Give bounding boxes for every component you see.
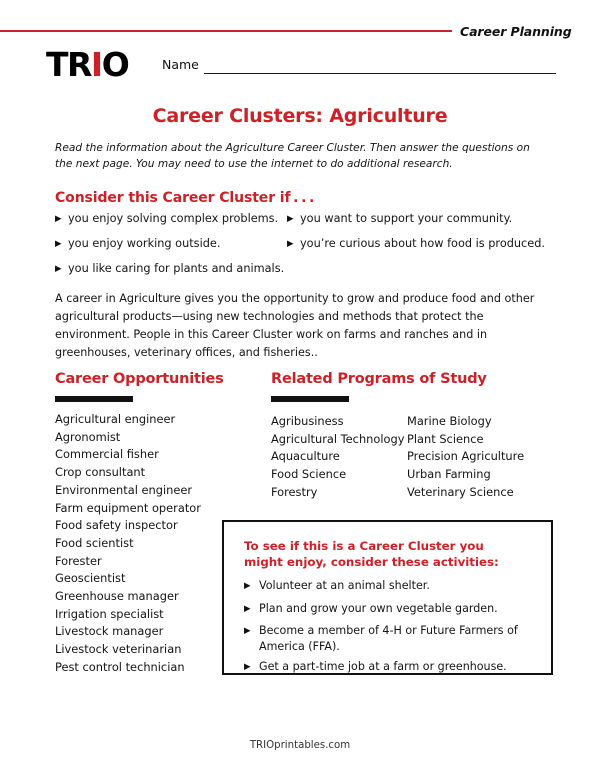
list-item: Crop consultant	[55, 465, 146, 480]
header-tagline: Career Planning	[460, 23, 572, 39]
trio-logo	[46, 45, 129, 84]
triangle-bullet-icon: ▶	[287, 239, 294, 249]
related-programs-left-column	[271, 413, 407, 502]
logo-text-prefix: TR	[46, 45, 91, 84]
list-item-label: Get a part-time job at a farm or greenhouse.	[259, 660, 507, 673]
consider-right-column	[287, 212, 550, 287]
activities-box	[222, 520, 553, 675]
list-item-label: Become a member of 4-H or Future Farmers of America (FFA).	[259, 624, 518, 653]
list-item-label: you enjoy solving complex problems.	[68, 212, 279, 225]
logo-text-suffix: O	[101, 45, 129, 84]
list-item	[55, 212, 287, 227]
list-item: Livestock manager	[55, 624, 164, 639]
list-item: Greenhouse manager	[55, 589, 179, 604]
list-item: Forestry	[271, 484, 318, 499]
triangle-bullet-icon: ▶	[55, 239, 62, 249]
list-item: Livestock veterinarian	[55, 642, 182, 657]
list-item-label: Volunteer at an animal shelter.	[259, 579, 430, 592]
intro-instructions: Read the information about the Agriculture Career Cluster. Then answer the questions on the next page. You may need to use the internet to do additional research.	[55, 142, 530, 170]
list-item: Agricultural engineer	[55, 412, 176, 426]
list-item	[55, 237, 287, 252]
consider-heading: Consider this Career Cluster if . . .	[55, 190, 315, 206]
list-item: Agribusiness	[271, 414, 344, 428]
cluster-description: A career in Agriculture gives you the opportunity to grow and produce food and other agricultural products—using new technologies and methods that protect the environment. People in this Career Cluster work on farms and ranches and in greenhouses, veterinary offices, and fisheries..	[55, 292, 535, 359]
related-programs-right-column	[407, 413, 543, 502]
related-programs-columns	[271, 413, 551, 502]
list-item: Pest control technician	[55, 659, 185, 674]
list-item	[244, 601, 539, 619]
brand-row	[46, 45, 566, 84]
list-item	[287, 237, 550, 252]
list-item: Food scientist	[55, 535, 134, 550]
list-item: Urban Farming	[407, 467, 491, 482]
name-write-in-line[interactable]	[204, 73, 556, 74]
list-item: Agricultural Technology	[271, 431, 405, 446]
activities-list	[244, 578, 539, 682]
list-item-label: you’re curious about how food is produced.	[300, 237, 545, 250]
list-item-label: you like caring for plants and animals.	[68, 262, 285, 275]
header-red-rule	[0, 30, 452, 32]
list-item-label: Plan and grow your own vegetable garden.	[259, 601, 498, 615]
list-item	[244, 623, 539, 654]
list-item: Precision Agriculture	[407, 449, 525, 464]
triangle-bullet-icon: ▶	[244, 603, 251, 614]
career-opportunities-heading: Career Opportunities	[55, 371, 224, 387]
triangle-bullet-icon: ▶	[287, 214, 294, 224]
list-item	[244, 578, 539, 596]
footer-url: TRIOprintables.com	[249, 740, 351, 751]
list-item: Food safety inspector	[55, 518, 178, 533]
triangle-bullet-icon: ▶	[244, 581, 251, 591]
page-title: Career Clusters: Agriculture	[152, 105, 448, 127]
list-item	[55, 262, 287, 277]
list-item-label: you enjoy working outside.	[68, 237, 221, 250]
triangle-bullet-icon: ▶	[55, 264, 62, 274]
consider-left-column	[55, 212, 287, 287]
triangle-bullet-icon: ▶	[244, 662, 251, 672]
list-item: Aquaculture	[271, 449, 340, 464]
name-label: Name	[162, 57, 199, 72]
list-item: Food Science	[271, 467, 347, 482]
logo-accent-letter: I	[90, 45, 102, 84]
list-item	[244, 659, 539, 677]
activities-title: To see if this is a Career Cluster you might enjoy, consider these activities:	[244, 539, 499, 569]
list-item: Geoscientist	[55, 571, 126, 586]
consider-columns	[55, 212, 550, 287]
list-item: Farm equipment operator	[55, 500, 201, 515]
list-item: Commercial fisher	[55, 447, 159, 462]
list-item: Veterinary Science	[407, 484, 514, 499]
list-item: Marine Biology	[407, 414, 492, 428]
list-item	[287, 212, 550, 227]
list-item: Environmental engineer	[55, 482, 193, 497]
list-item: Irrigation specialist	[55, 606, 164, 621]
related-programs-heading: Related Programs of Study	[271, 371, 487, 387]
triangle-bullet-icon: ▶	[55, 214, 62, 224]
list-item: Plant Science	[407, 431, 484, 446]
list-item: Forester	[55, 553, 102, 568]
career-opportunities-divider	[55, 396, 133, 402]
triangle-bullet-icon: ▶	[244, 626, 251, 636]
list-item-label: you want to support your community.	[300, 212, 513, 225]
header-rule-row	[0, 20, 600, 42]
list-item: Agronomist	[55, 429, 121, 444]
career-opportunities-list	[55, 411, 245, 677]
related-programs-divider	[271, 396, 349, 402]
